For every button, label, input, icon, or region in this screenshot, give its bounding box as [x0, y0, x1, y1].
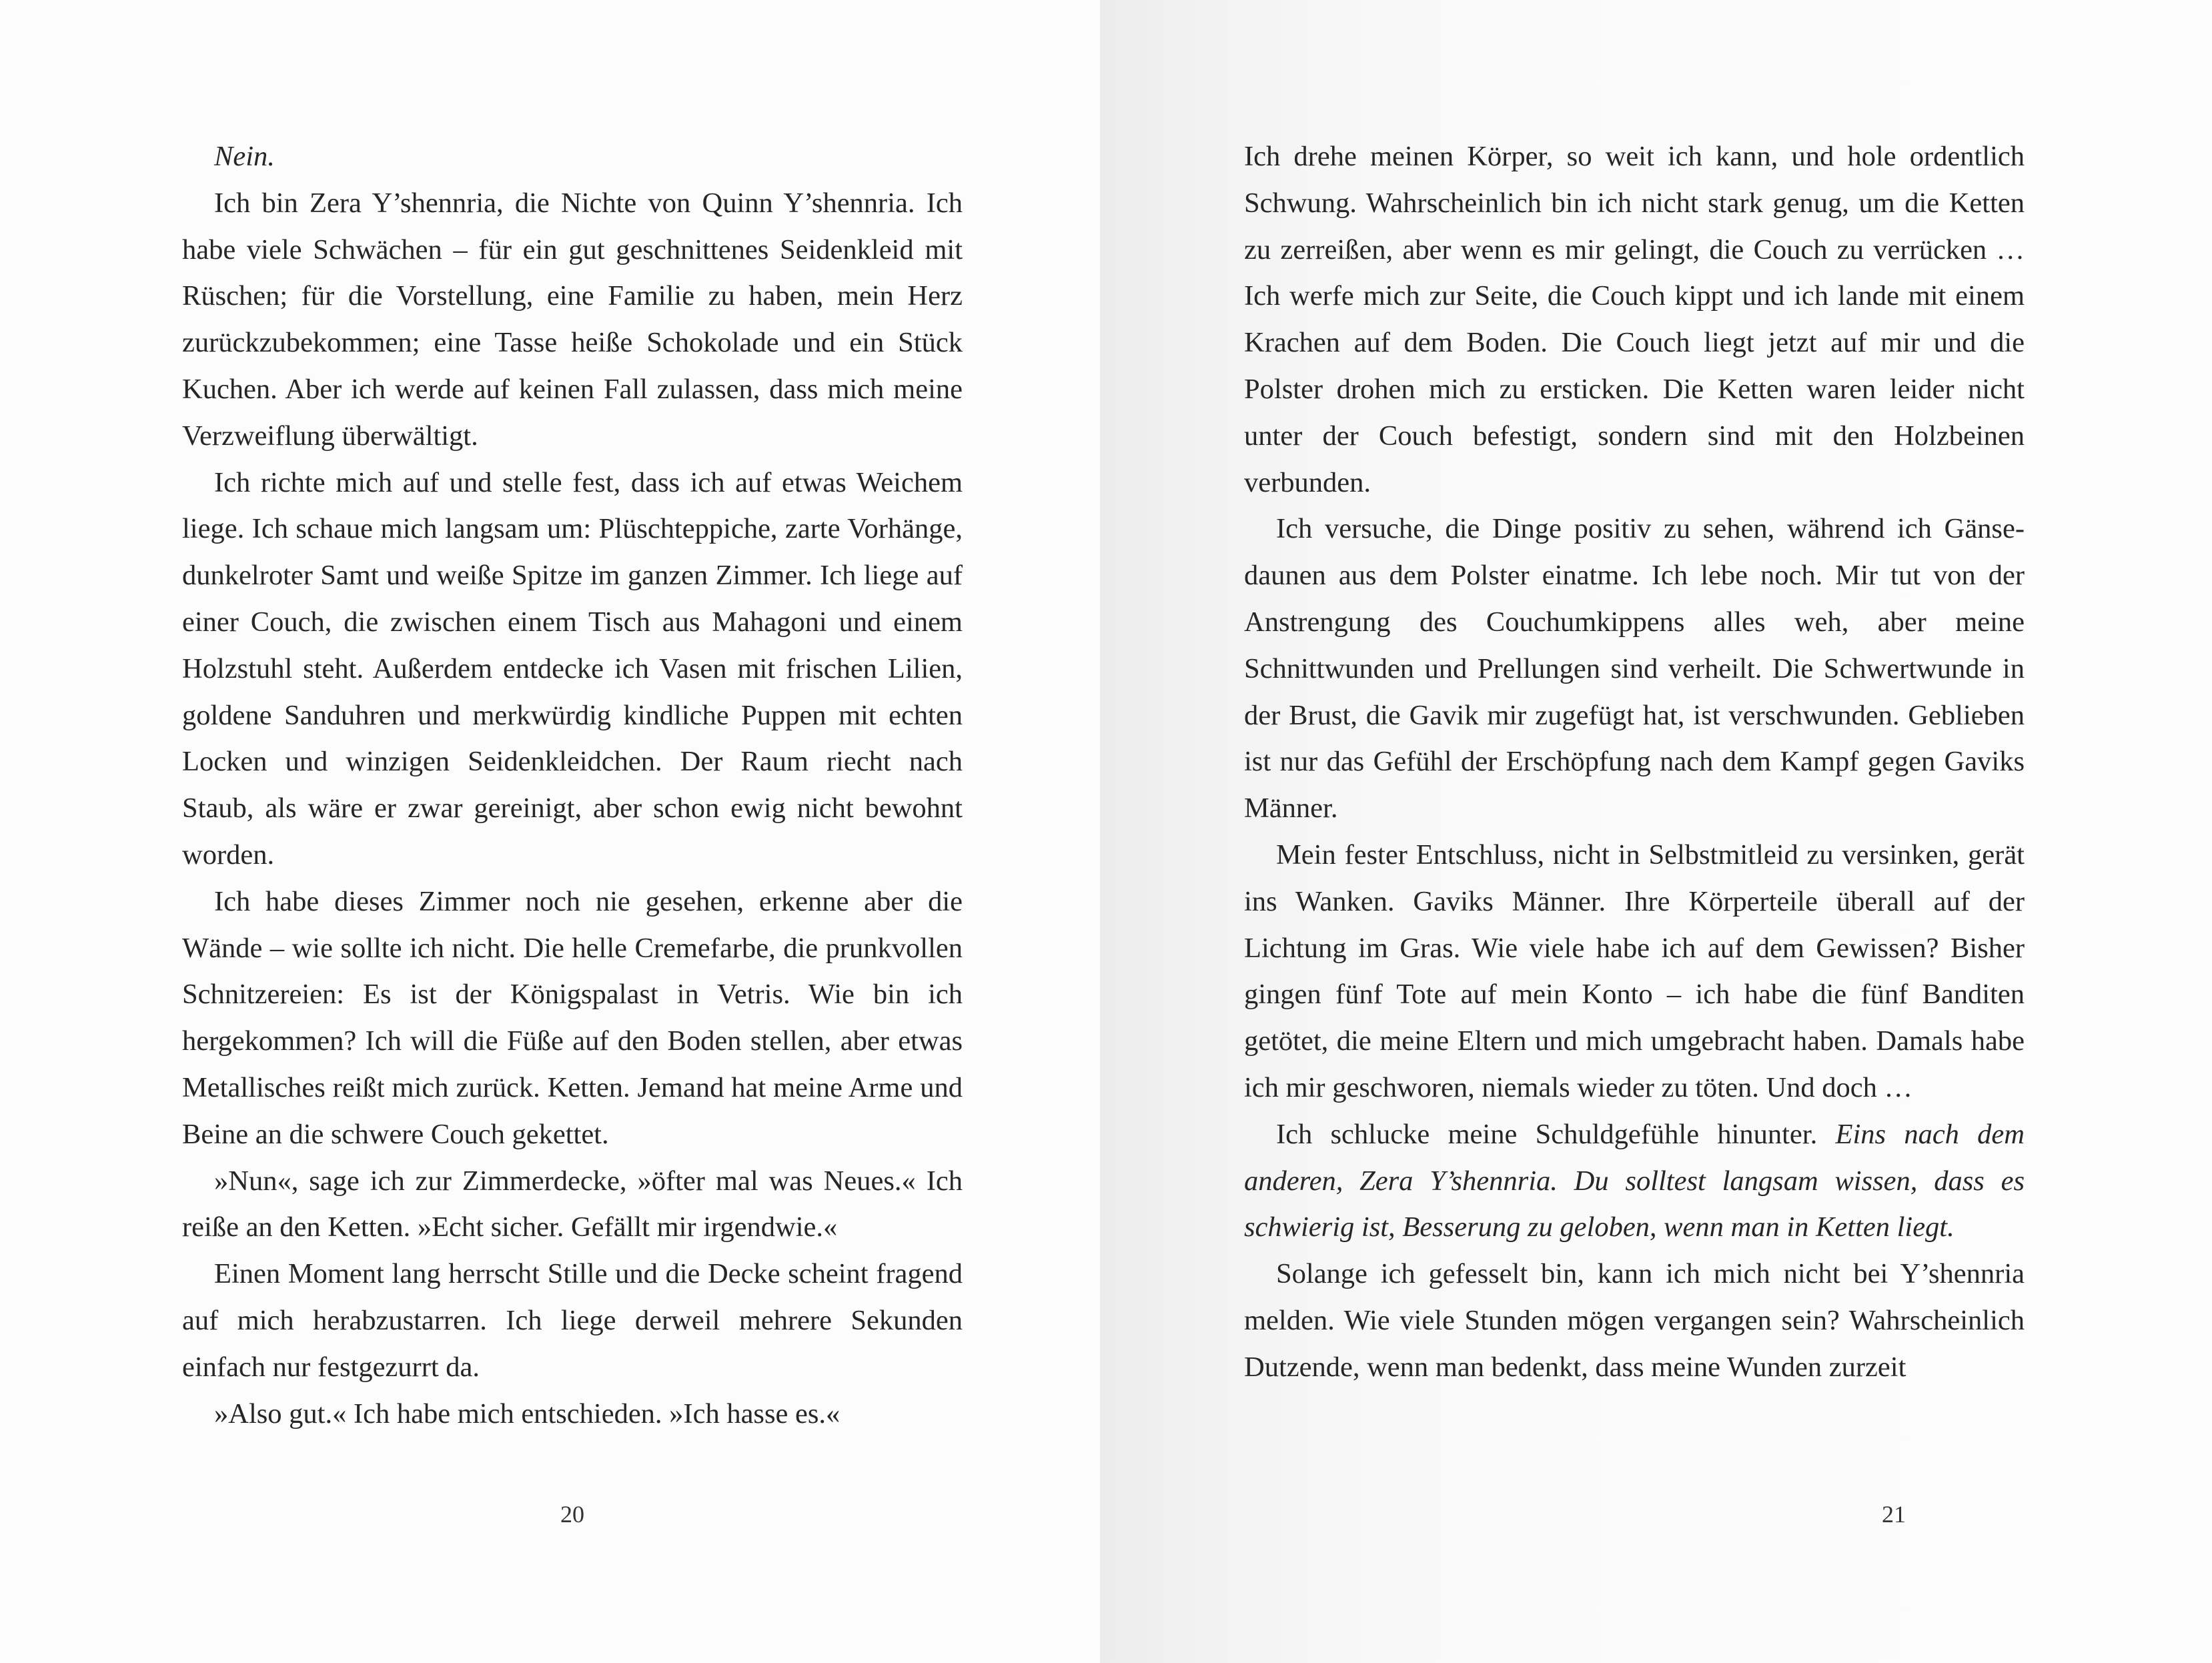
paragraph: Ich habe dieses Zimmer noch nie gesehen, erkenne aber die Wände – wie sollte ich nicht. Die helle Cremefarbe, die prunkvollen Schnitzereien: Es ist der Königspalast in Vetris. Wie bin ich hergekommen? Ich will die Füße auf den Boden stellen, aber etwas Metallisches reißt mich zurück. Ketten. Jemand hat meine Arme und Beine an die schwere Couch gekettet. — [182, 885, 963, 1150]
left-page-text — [182, 133, 963, 1437]
paragraph: Mein fester Entschluss, nicht in Selbstmitleid zu versinken, gerät ins Wanken. Gaviks Männer. Ihre Körperteile überall auf der Lichtung im Gras. Wie viele habe ich auf dem Gewissen? Bisher gingen fünf Tote auf mein Konto – ich habe die fünf Banditen getötet, die meine Eltern und mich umgebracht haben. Damals habe ich mir geschworen, niemals wieder zu töten. Und doch … — [1244, 839, 2025, 1103]
paragraph: Nein. — [214, 141, 275, 172]
left-page — [0, 0, 1100, 1663]
page-number-right: 21 — [1882, 1501, 1906, 1528]
paragraph: Ich drehe meinen Körper, so weit ich kann, und hole ordentlich Schwung. Wahrscheinlich bin ich nicht stark genug, um die Ketten zu zerreißen, aber wenn es mir gelingt, die Couch zu verrücken … Ich werfe mich zur Seite, die Couch kippt und ich lande mit einem Krachen auf dem Boden. Die Couch liegt jetzt auf mir und die Polster drohen mich zu ersticken. Die Ketten waren leider nicht unter der Couch befestigt, sondern sind mit den Holzbeinen verbunden. — [1244, 141, 2025, 498]
right-page — [1100, 0, 2212, 1663]
paragraph: »Nun«, sage ich zur Zimmerdecke, »öfter mal was Neues.« Ich reiße an den Ketten. »Echt sicher. Gefällt mir irgendwie.« — [182, 1165, 963, 1243]
right-page-text — [1244, 133, 2025, 1391]
paragraph: Ich bin Zera Y’shennria, die Nichte von Quinn Y’shennria. Ich habe viele Schwächen – für ein gut geschnittenes Seidenkleid mit Rüschen; für die Vorstellung, eine Familie zu haben, mein Herz zurückzubekommen; eine Tasse heiße Schokolade und ein Stück Kuchen. Aber ich werde auf keinen Fall zulassen, dass mich meine Verzweiflung überwältigt. — [182, 187, 963, 452]
paragraph — [1244, 1111, 2025, 1251]
paragraph-text: Ich schlucke meine Schuldgefühle hinunter. — [1276, 1118, 1836, 1150]
paragraph: Ich versuche, die Dinge positiv zu sehen, während ich Gänsedaunen aus dem Polster einatme. Ich lebe noch. Mir tut von der Anstrengung des Couchumkippens alles weh, aber meine Schnittwunden und Prellungen sind verheilt. Die Schwertwunde in der Brust, die Gavik mir zugefügt hat, ist verschwunden. Geblieben ist nur das Gefühl der Erschöpfung nach dem Kampf gegen Gaviks Männer. — [1244, 513, 2025, 824]
page-number-left: 20 — [560, 1501, 584, 1528]
paragraph: Einen Moment lang herrscht Stille und die Decke scheint fragend auf mich herabzustarren. Ich liege derweil mehrere Sekunden einfach nur festgezurrt da. — [182, 1258, 963, 1383]
italic-thought: Eins nach dem anderen, Zera Y’shennria. Du solltest langsam wissen, dass es schwierig ist, Besserung zu geloben, wenn man in Ketten liegt. — [1244, 1118, 2025, 1243]
paragraph: Solange ich gefesselt bin, kann ich mich nicht bei Y’shennria melden. Wie viele Stunden mögen vergangen sein? Wahrscheinlich Dutzende, wenn man bedenkt, dass meine Wunden zurzeit — [1244, 1258, 2025, 1383]
paragraph: »Also gut.« Ich habe mich entschieden. »Ich hasse es.« — [214, 1398, 841, 1430]
paragraph: Ich richte mich auf und stelle fest, dass ich auf etwas Weichem liege. Ich schaue mich langsam um: Plüschteppiche, zarte Vorhänge, dunkelroter Samt und weiße Spitze im ganzen Zimmer. Ich liege auf einer Couch, die zwischen einem Tisch aus Mahagoni und einem Holzstuhl steht. Außerdem entdecke ich Vasen mit frischen Lilien, goldene Sanduhren und merkwürdig kindliche Puppen mit echten Locken und winzigen Seidenkleidchen. Der Raum riecht nach Staub, als wäre er zwar gereinigt, aber schon ewig nicht bewohnt worden. — [182, 466, 963, 871]
